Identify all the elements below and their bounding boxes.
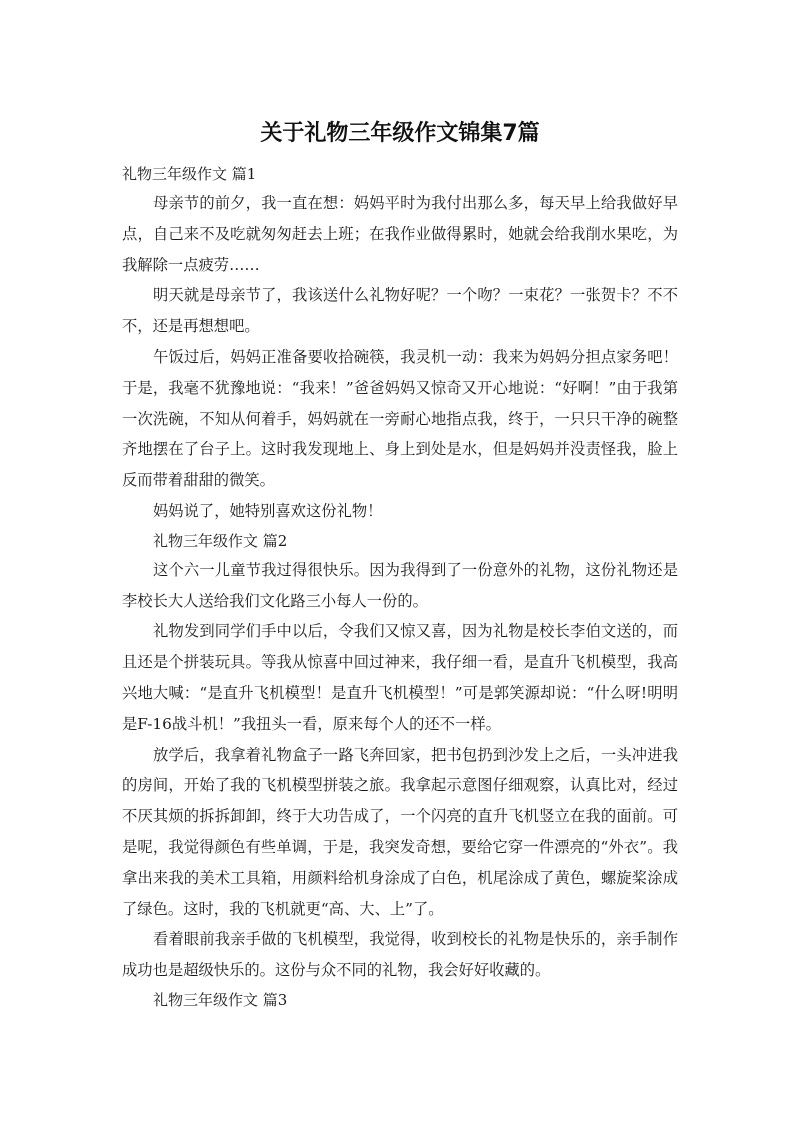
document-body — [122, 160, 678, 1014]
paragraph: 看着眼前我亲手做的飞机模型，我觉得，收到校长的礼物是快乐的，亲手制作成功也是超级快乐的。这份与众不同的礼物，我会好好收藏的。 — [122, 930, 678, 980]
paragraph: 明天就是母亲节了，我该送什么礼物好呢？一个吻？一束花？一张贺卡？不不不，还是再想想吧。 — [122, 286, 678, 336]
paragraph: 妈妈说了，她特别喜欢这份礼物！ — [153, 501, 383, 520]
section-heading: 礼物三年级作文 篇3 — [153, 990, 288, 1009]
section-heading: 礼物三年级作文 篇1 — [122, 165, 257, 183]
document-title: 关于礼物三年级作文锦集7篇 — [260, 121, 540, 146]
paragraph: 午饭过后，妈妈正准备要收拾碗筷，我灵机一动：我来为妈妈分担点家务吧！于是，我毫不犹豫地说：“我来！”爸爸妈妈又惊奇又开心地说：“好啊！”由于我第一次洗碗，不知从何着手，妈妈就在一旁耐心地指点我，终于，一只只干净的碗整齐地摆在了台子上。这时我发现地上、身上到处是水，但是妈妈并没责怪我，脸上反而带着甜甜的微笑。 — [122, 347, 678, 490]
paragraph: 礼物发到同学们手中以后，令我们又惊又喜，因为礼物是校长李伯文送的，而且还是个拼装玩具。等我从惊喜中回过神来，我仔细一看，是直升飞机模型，我高兴地大喊：“是直升飞机模型！是直升飞机模型！”可是郭笑源却说：“什么呀!明明是F-16战斗机！”我扭头一看，原来每个人的还不一样。 — [122, 622, 678, 733]
paragraph: 母亲节的前夕，我一直在想：妈妈平时为我付出那么多，每天早上给我做好早点，自己来不及吃就匆匆赶去上班；在我作业做得累时，她就会给我削水果吃，为我解除一点疲劳…… — [122, 194, 678, 274]
section-heading: 礼物三年级作文 篇2 — [153, 531, 288, 550]
paragraph: 这个六一儿童节我过得很快乐。因为我得到了一份意外的礼物，这份礼物还是李校长大人送给我们文化路三小每人一份的。 — [122, 560, 678, 610]
paragraph: 放学后，我拿着礼物盒子一路飞奔回家，把书包扔到沙发上之后，一头冲进我的房间，开始了我的飞机模型拼装之旅。我拿起示意图仔细观察，认真比对，经过不厌其烦的拆拆卸卸，终于大功告成了，一个闪亮的直升飞机竖立在我的面前。可是呢，我觉得颜色有些单调，于是，我突发奇想，要给它穿一件漂亮的“外衣”。我拿出来我的美术工具箱，用颜料给机身涂成了白色，机尾涂成了黄色，螺旋桨涂成了绿色。这时，我的飞机就更“高、大、上”了。 — [122, 745, 678, 918]
